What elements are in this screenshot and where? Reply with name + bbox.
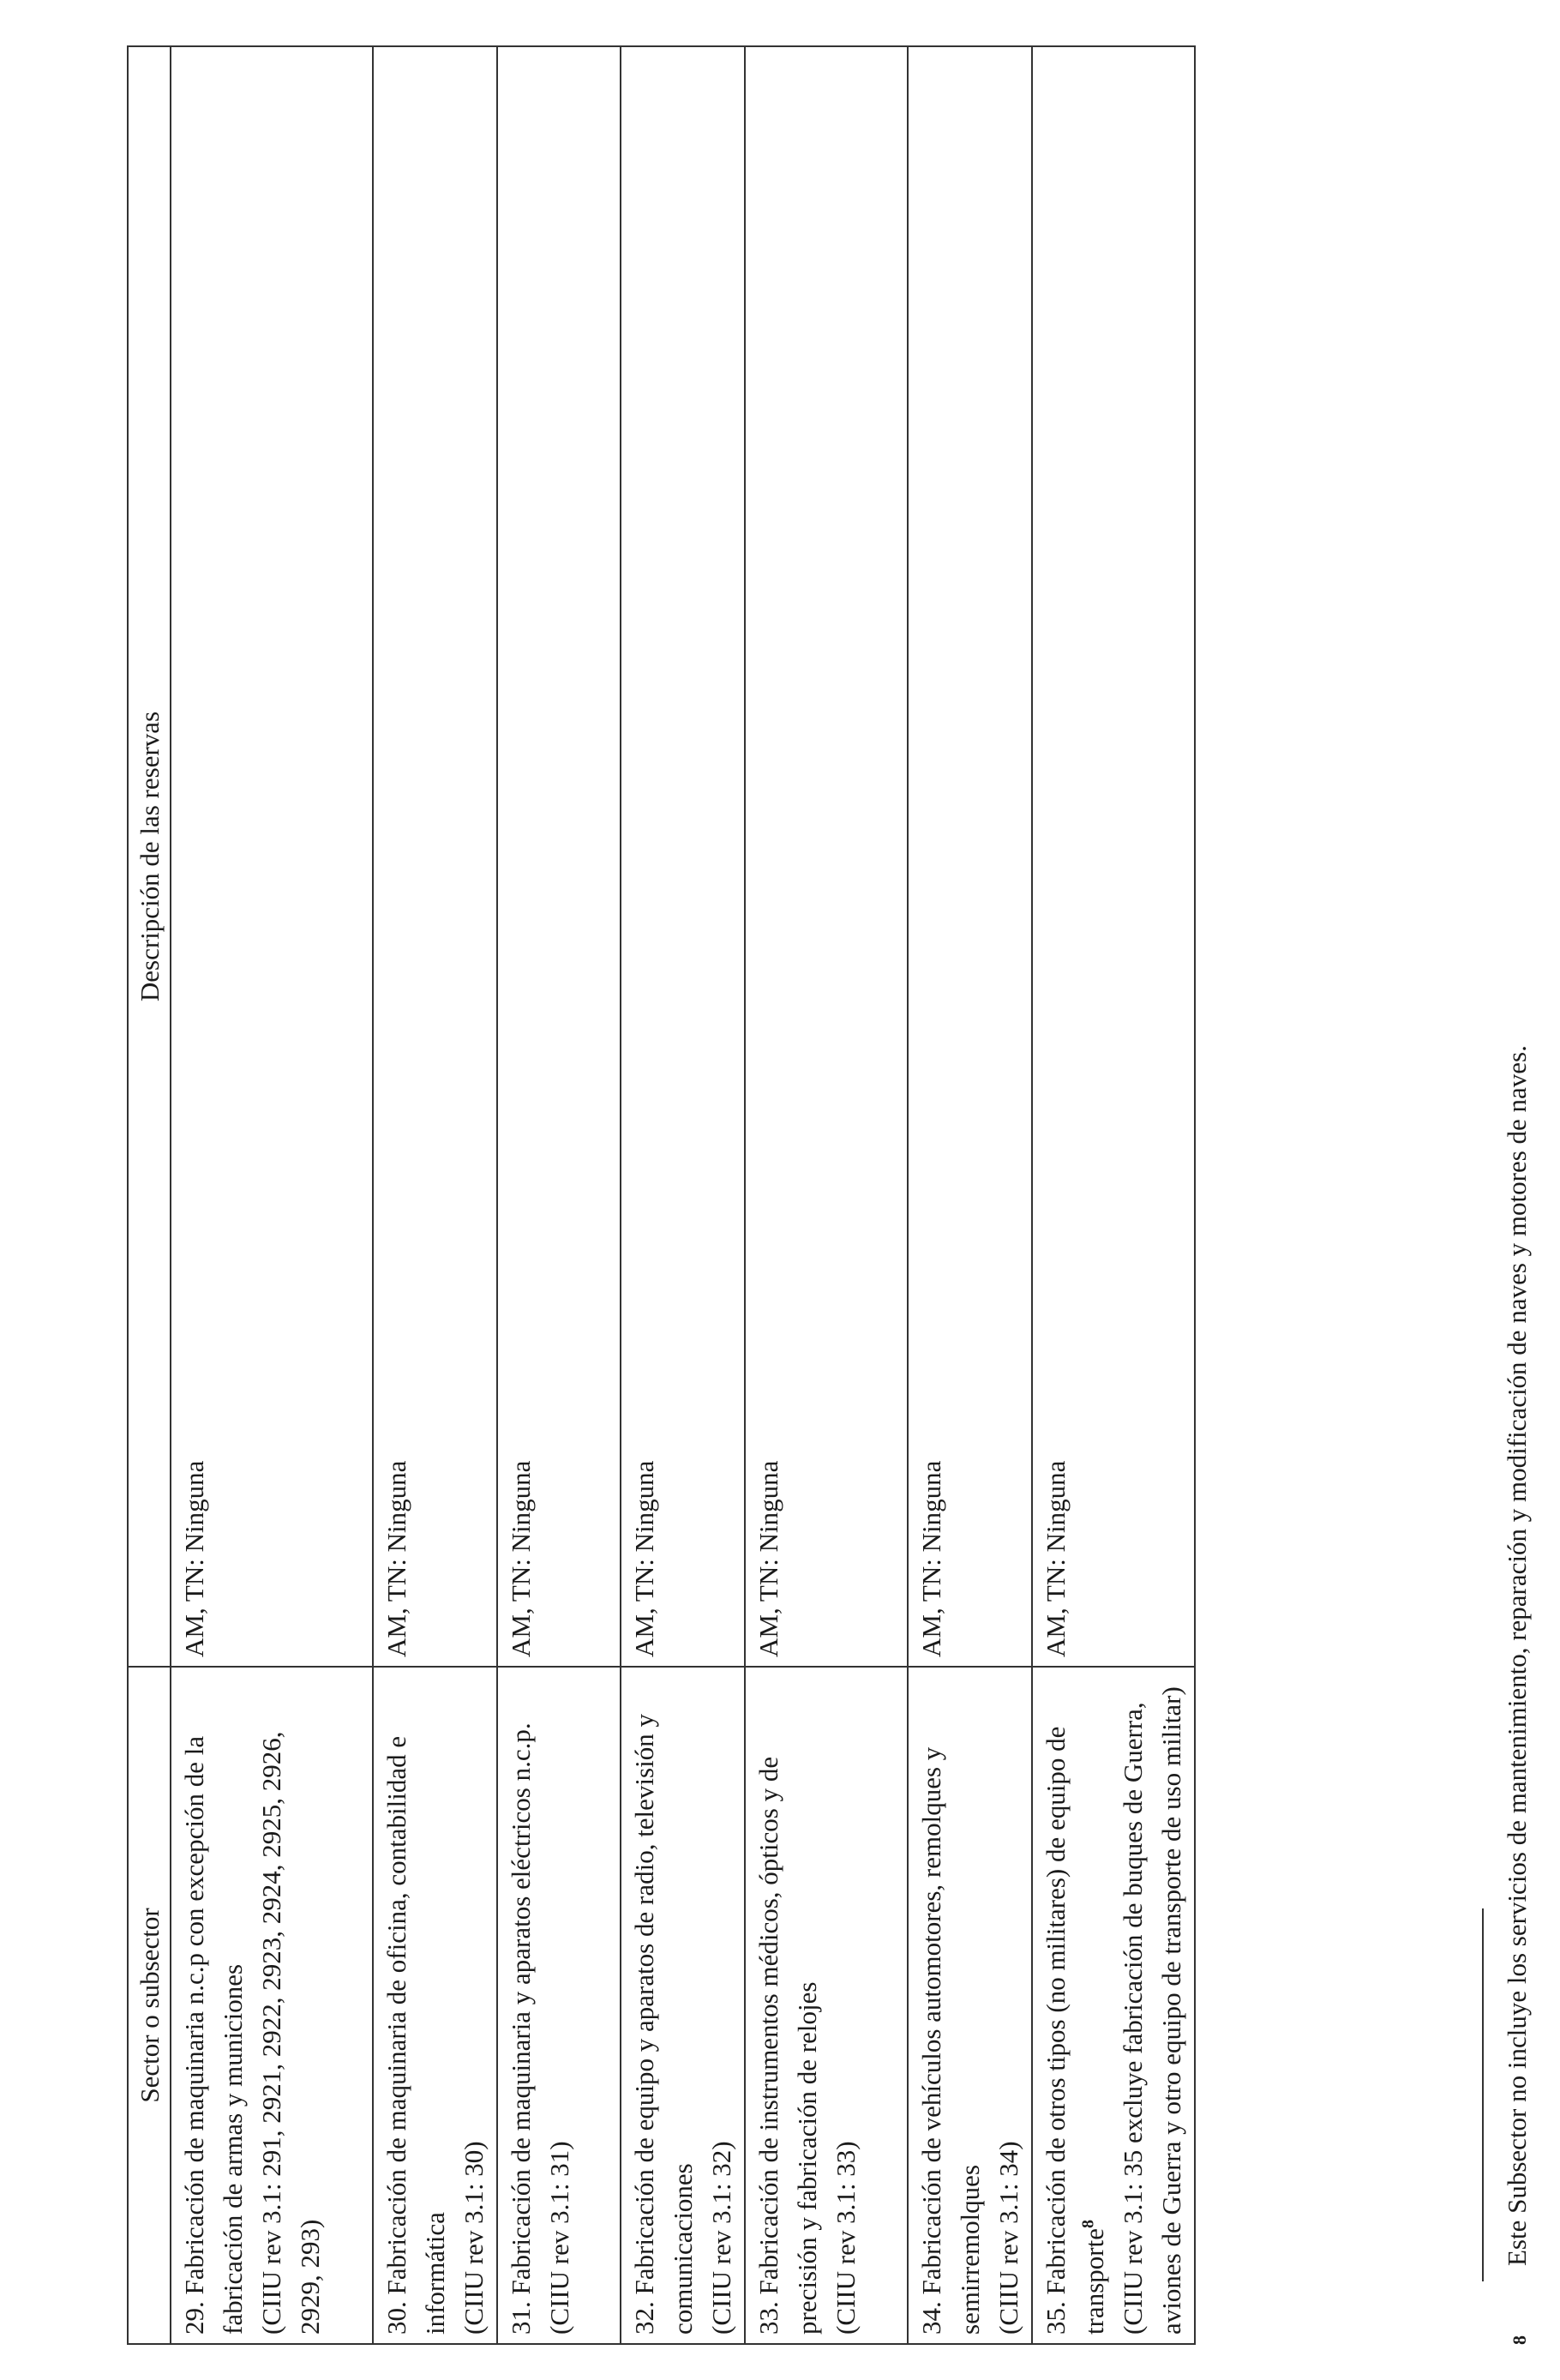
sector-cell (171, 1667, 373, 2344)
footnote (1496, 630, 1539, 2345)
header-description: Descripción de las reservas (128, 46, 171, 1667)
footnote-mark: 8 (1509, 2335, 1530, 2345)
sector-code: (CIIU rev 3.1: 35 excluye fabricación de buques de Guerra, aviones de Guerra y otro equipo de transporte de uso militar) (1118, 1686, 1186, 2335)
sector-name: 34. Fabricación de vehículos automotores, remolques y semirremolques (916, 1746, 985, 2335)
description-cell: AM, TN: Ninguna (621, 46, 745, 1667)
footnote-text: Este Subsector no incluye los servicios de mantenimiento, reparación y modificación de naves y motores de naves. (1502, 1045, 1532, 2266)
description-cell: AM, TN: Ninguna (745, 46, 908, 1667)
sector-code: (CIIU rev 3.1: 30) (459, 2141, 489, 2335)
sector-code: (CIIU rev 3.1: 291, 2921, 2922, 2923, 2924, 2925, 2926, 2929, 293) (256, 1731, 325, 2335)
table-header-row (128, 46, 171, 2344)
sector-name-text: 35. Fabricación de otros tipos (no militares) de equipo de transporte (1041, 1726, 1109, 2335)
sector-cell (745, 1667, 908, 2344)
sector-name (1036, 1676, 1113, 2335)
sector-name: 33. Fabricación de instrumentos médicos, ópticos y de precisión y fabricación de relojes (753, 1756, 822, 2335)
table-row (171, 46, 373, 2344)
table-row (908, 46, 1032, 2344)
description-cell: AM, TN: Ninguna (497, 46, 621, 1667)
sector-code: (CIIU rev 3.1: 32) (706, 2141, 736, 2335)
sector-code: (CIIU rev 3.1: 33) (831, 2141, 861, 2335)
reservations-table-container (127, 47, 1186, 2345)
sector-cell (497, 1667, 621, 2344)
description-cell: AM, TN: Ninguna (1032, 46, 1195, 1667)
sector-name: 32. Fabricación de equipo y aparatos de radio, televisión y comunicaciones (629, 1714, 698, 2335)
sector-name: 29. Fabricación de maquinaria n.c.p con excepción de la fabricación de armas y municiones (179, 1735, 248, 2335)
footnote-rule (1482, 1908, 1484, 2281)
sector-code: (CIIU rev 3.1: 31) (544, 2141, 574, 2335)
table-row (621, 46, 745, 2344)
footnote-ref[interactable]: 8 (1078, 2220, 1098, 2229)
table-row (497, 46, 621, 2344)
table-row (1032, 46, 1195, 2344)
description-cell: AM, TN: Ninguna (373, 46, 497, 1667)
sector-name: 30. Fabricación de maquinaria de oficina, contabilidad e informática (381, 1735, 450, 2335)
description-cell: AM, TN: Ninguna (171, 46, 373, 1667)
description-cell: AM, TN: Ninguna (908, 46, 1032, 1667)
reservations-table (127, 45, 1196, 2345)
sector-code: (CIIU rev 3.1: 34) (993, 2141, 1023, 2335)
sector-name: 31. Fabricación de maquinaria y aparatos eléctricos n.c.p. (506, 1722, 536, 2335)
sector-cell (908, 1667, 1032, 2344)
sector-cell (621, 1667, 745, 2344)
table-row (745, 46, 908, 2344)
table-row (373, 46, 497, 2344)
sector-cell (373, 1667, 497, 2344)
header-sector: Sector o subsector (128, 1667, 171, 2344)
sector-cell (1032, 1667, 1195, 2344)
